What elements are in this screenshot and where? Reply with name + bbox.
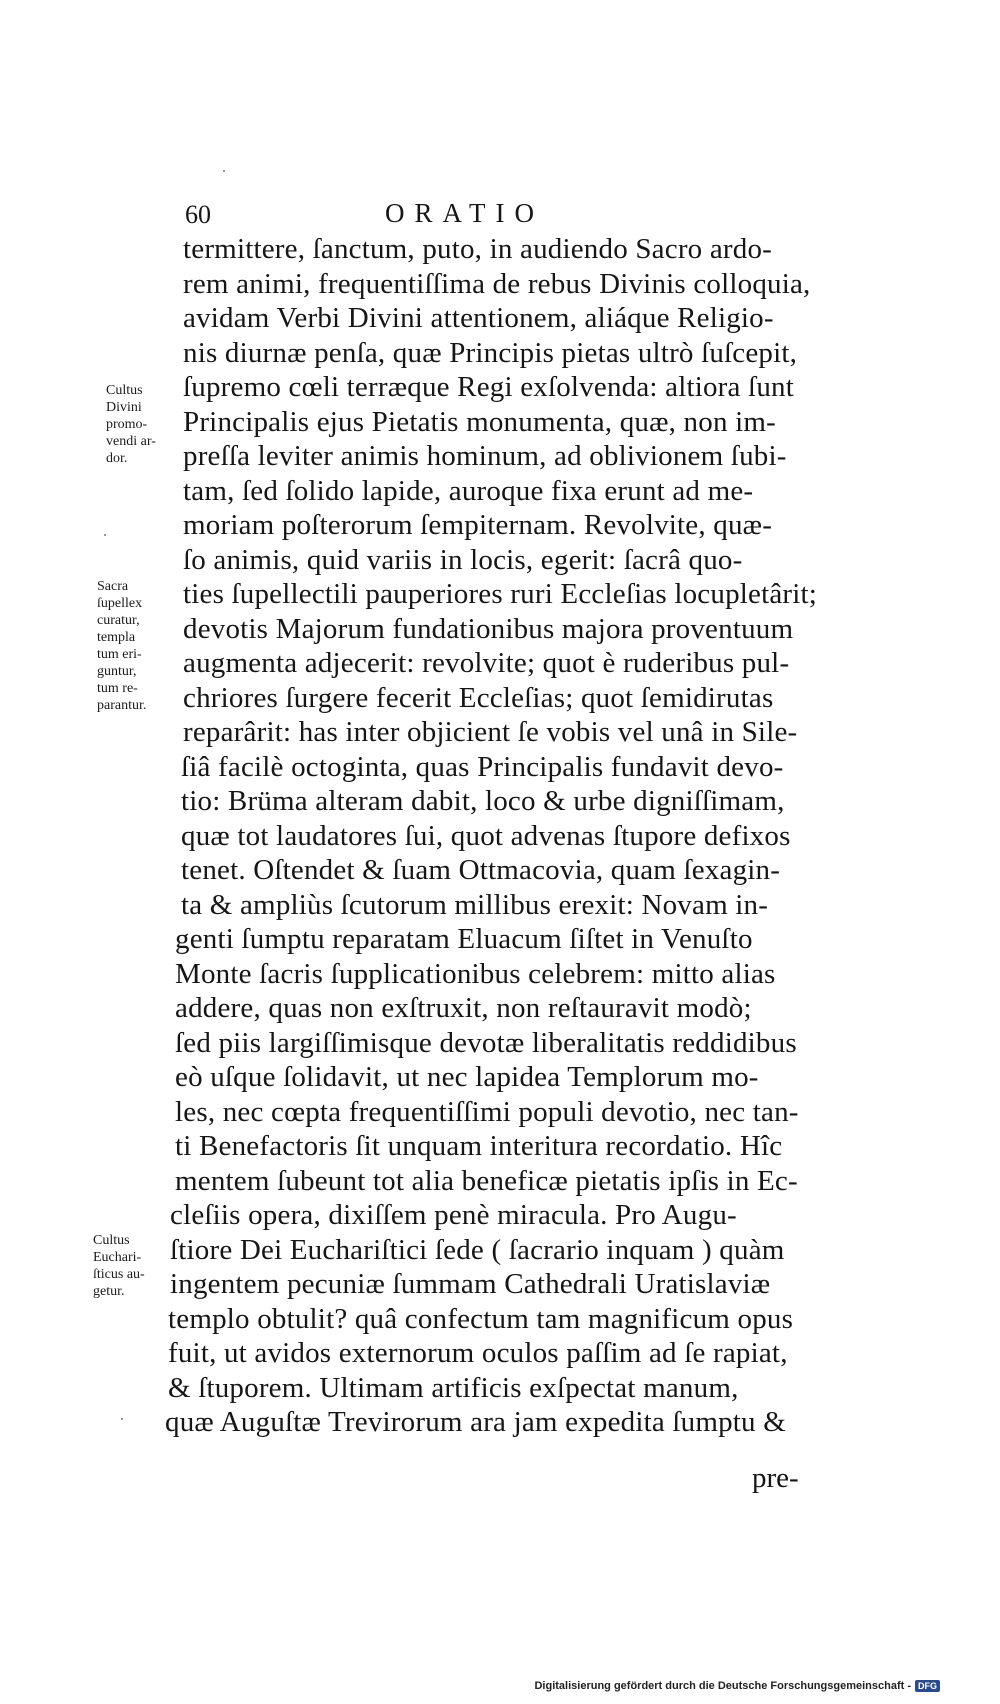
body-line: mentem ſubeunt tot alia beneficæ pietatis ipſis in Ec- [175, 1164, 798, 1197]
marginal-note-line: Divini [106, 400, 142, 415]
running-head: ORATIO [385, 198, 544, 228]
body-line: chriores ſurgere fecerit Eccleſias; quot ſemidirutas [183, 681, 774, 714]
body-line: ties ſupellectili pauperiores ruri Eccleſias locupletârit; [183, 578, 818, 610]
body-line: ſupremo cœli terræque Regi exſolvenda: altiora ſunt [183, 371, 794, 403]
marginal-note-line: Cultus [106, 383, 143, 398]
body-line: termittere, ſanctum, puto, in audiendo Sacro ardo- [183, 233, 773, 265]
marginal-note-line: templa [97, 630, 136, 645]
body-line: ſiâ facilè octoginta, quas Principalis fundavit devo- [181, 750, 784, 783]
body-line: eò uſque ſolidavit, ut nec lapidea Templorum mo- [175, 1061, 759, 1093]
body-line: rem animi, frequentiſſima de rebus Divinis colloquia, [183, 267, 811, 300]
digitization-footer [534, 1680, 940, 1692]
marginal-note-line: curatur, [97, 613, 140, 628]
marginal-note-line: ſticus au- [93, 1267, 145, 1282]
marginal-note-line: parantur. [97, 698, 147, 713]
marginal-note-line: Cultus [93, 1233, 130, 1248]
body-line: fuit, ut avidos externorum oculos paſſim ad ſe rapiat, [168, 1337, 788, 1369]
body-line: nis diurnæ penſa, quæ Principis pietas ultrò ſuſcepit, [183, 336, 798, 369]
page-number: 60 [185, 200, 211, 229]
body-line: ti Benefactoris ſit unquam interitura recordatio. Hîc [175, 1130, 783, 1162]
body-line: ingentem pecuniæ ſummam Cathedrali Uratislaviæ [170, 1268, 771, 1300]
marginal-note-line: guntur, [97, 664, 137, 679]
body-line: augmenta adjecerit: revolvite; quot è ruderibus pul- [183, 647, 790, 679]
body-line: Principalis ejus Pietatis monumenta, quæ, non im- [183, 405, 776, 438]
marginal-note-line: tum re- [97, 681, 138, 696]
body-line: tio: Brüma alteram dabit, loco & urbe digniſſimam, [181, 785, 785, 817]
body-line: cleſiis opera, dixiſſem penè miracula. Pro Augu- [170, 1199, 737, 1231]
marginal-note-line: vendi ar- [106, 434, 156, 449]
body-line: genti ſumptu reparatam Eluacum ſiſtet in Venuſto [175, 923, 753, 955]
body-line: devotis Majorum fundationibus majora proventuum [183, 612, 794, 645]
body-line: Monte ſacris ſupplicationibus celebrem: mitto alias [175, 957, 776, 990]
ink-speck [104, 534, 106, 536]
body-line: ta & ampliùs ſcutorum millibus erexit: Novam in- [181, 888, 769, 921]
body-line: addere, quas non exſtruxit, non reſtauravit modò; [175, 992, 752, 1024]
body-line: & ſtuporem. Ultimam artificis exſpectat manum, [168, 1371, 739, 1404]
marginal-note-cultus-eucharisticus [93, 1232, 145, 1300]
ink-speck [223, 170, 225, 172]
body-line: moriam poſterorum ſempiternam. Revolvite, quæ- [183, 509, 773, 541]
marginal-note-sacra-supellex [97, 578, 146, 714]
body-line: reparârit: has inter objicient ſe vobis vel unâ in Sile- [183, 716, 798, 748]
marginal-note-line: tum eri- [97, 647, 142, 662]
body-line: ſo animis, quid variis in locis, egerit: ſacrâ quo- [183, 543, 743, 576]
body-line: templo obtulit? quâ confectum tam magnificum opus [168, 1302, 794, 1335]
body-line: preſſa leviter animis hominum, ad oblivionem ſubi- [183, 440, 787, 472]
marginal-note-line: dor. [106, 451, 128, 466]
body-line: ſtiore Dei Euchariſtici ſede ( ſacrario inquam ) quàm [170, 1233, 785, 1266]
ink-speck [121, 1418, 123, 1420]
marginal-note-line: ſupellex [97, 596, 143, 611]
body-line: ſed piis largiſſimisque devotæ liberalitatis reddidibus [175, 1026, 797, 1059]
body-line: tam, ſed ſolido lapide, auroque fixa erunt ad me- [183, 474, 754, 507]
body-line: les, nec cœpta frequentiſſimi populi devotio, nec tan- [175, 1095, 799, 1128]
catchword: pre- [752, 1462, 799, 1494]
marginal-note-line: getur. [93, 1284, 125, 1299]
body-line: quæ Auguſtæ Trevirorum ara jam expedita ſumptu & [165, 1406, 786, 1438]
footer-text: Digitalisierung gefördert durch die Deutsche Forschungsgemeinschaft - [534, 1680, 911, 1692]
dfg-logo: DFG [915, 1680, 940, 1692]
marginal-note-cultus-divini [106, 382, 156, 467]
marginal-note-line: Sacra [97, 579, 129, 594]
marginal-note-line: Euchari- [93, 1250, 142, 1265]
body-line: avidam Verbi Divini attentionem, aliáque Religio- [183, 302, 774, 334]
body-line: tenet. Oſtendet & ſuam Ottmacovia, quam ſexagin- [181, 854, 781, 886]
body-line: quæ tot laudatores ſui, quot advenas ſtupore defixos [181, 819, 791, 852]
marginal-note-line: promo- [106, 417, 148, 432]
